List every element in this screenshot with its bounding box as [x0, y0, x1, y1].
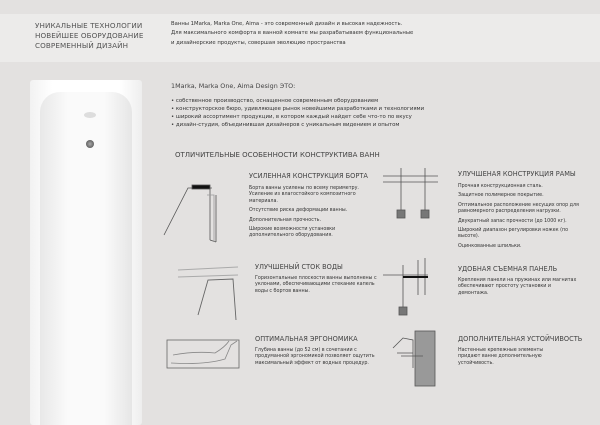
list-item: • собственное производство, оснащенное современным оборудованием: [171, 97, 424, 105]
intro-line: Для максимального комфорта в ванной комнате мы разрабатываем функциональные: [171, 30, 414, 37]
intro-line: и дизайнерские продукты, совершая эволюцию пространства: [171, 39, 346, 46]
feature-text: Прочная конструкционная сталь.: [458, 184, 543, 189]
feature-frame: [458, 170, 583, 253]
feature-text: Глубина ванны (до 52 см) в сочетании с продуманной эргономикой позволяет ощутить максимальный эффект от водных процедур.: [255, 348, 375, 366]
list-item: • дизайн-студия, объединившая дизайнеров с уникальным видением и опытом: [171, 121, 424, 129]
feature-text: Настенные крепежные элементы придают ванне дополнительную устойчивость.: [458, 348, 544, 366]
wall-mount-diagram: [383, 328, 453, 388]
feature-title: УСИЛЕННАЯ КОНСТРУКЦИЯ БОРТА: [249, 172, 368, 180]
brand-line: 1Marka, Marka One, Aima Design ЭТО:: [171, 82, 296, 90]
feature-stability: [458, 335, 582, 370]
list-item: • конструкторское бюро, удивляющее рынок новейшими разработками и технологиями: [171, 105, 424, 113]
feature-text: Широкие возможности установки дополнительного оборудования.: [249, 227, 336, 239]
feature-text: Двукратный запас прочности (до 1000 кг).: [458, 218, 567, 224]
tagline: [35, 21, 143, 51]
feature-ergonomics: [255, 335, 380, 370]
feature-text: Крепления панели на пружинах или магнитах обеспечивают простоту установки и демонтажа.: [458, 278, 577, 296]
ergonomics-diagram: [165, 335, 245, 370]
feature-text: Защитное полимерное покрытие.: [458, 193, 544, 199]
feature-title: УЛУЧШЕНЫЙ СТОК ВОДЫ: [255, 263, 343, 271]
drain-diagram: [168, 265, 248, 325]
feature-rim: [249, 172, 374, 243]
feature-drain: [255, 263, 380, 298]
feature-text: Горизонтальные плоскости ванны выполнены с уклонами, обеспечивающими стекание капель воды с бортов ванны.: [255, 276, 377, 294]
feature-panel: [458, 265, 583, 300]
frame-diagram: [383, 168, 453, 228]
panel-diagram: [383, 255, 453, 320]
feature-text: Оцинкованные шпильки.: [458, 243, 522, 249]
intro-line: Ванны 1Marka, Marka One, Aima - это современный дизайн и высокая надежность.: [171, 21, 403, 27]
list-item: • широкий ассортимент продукции, в котором каждый найдет себе что-то по вкусу: [171, 113, 424, 121]
feature-title: УДОБНАЯ СЪЕМНАЯ ПАНЕЛЬ: [458, 265, 558, 273]
feature-title: ОПТИМАЛЬНАЯ ЭРГОНОМИКА: [255, 335, 358, 343]
overflow-icon: [84, 112, 96, 118]
tagline-line: НОВЕЙШЕЕ ОБОРУДОВАНИЕ: [35, 31, 144, 40]
feature-text: Дополнительная прочность.: [249, 217, 322, 223]
rim-diagram: [162, 170, 242, 250]
bathtub-image: [30, 80, 142, 425]
bullet-list: [171, 97, 424, 129]
drain-icon: [86, 140, 94, 148]
feature-title: УЛУЧШЕНАЯ КОНСТРУКЦИЯ РАМЫ: [458, 170, 576, 178]
feature-title: ДОПОЛНИТЕЛЬНАЯ УСТОЙЧИВОСТЬ: [458, 335, 583, 343]
feature-text: Оптимальное расположение несущих опор для равномерного распределения нагрузки.: [458, 202, 579, 215]
tagline-line: УНИКАЛЬНЫЕ ТЕХНОЛОГИИ: [35, 21, 143, 30]
feature-text: Борта ванны усилены по всему периметру. Усиление из влагостойкого композитного материала.: [249, 186, 359, 204]
feature-text: Широкий диапазон регулировки ножек (по высоте).: [458, 228, 569, 240]
tagline-line: СОВРЕМЕННЫЙ ДИЗАЙН: [35, 41, 129, 50]
feature-text: Отсутствие риска деформации ванны.: [249, 208, 348, 214]
intro-text: [171, 20, 413, 48]
features-heading: ОТЛИЧИТЕЛЬНЫЕ ОСОБЕННОСТИ КОНСТРУКТИВА ВАНН: [175, 151, 380, 159]
